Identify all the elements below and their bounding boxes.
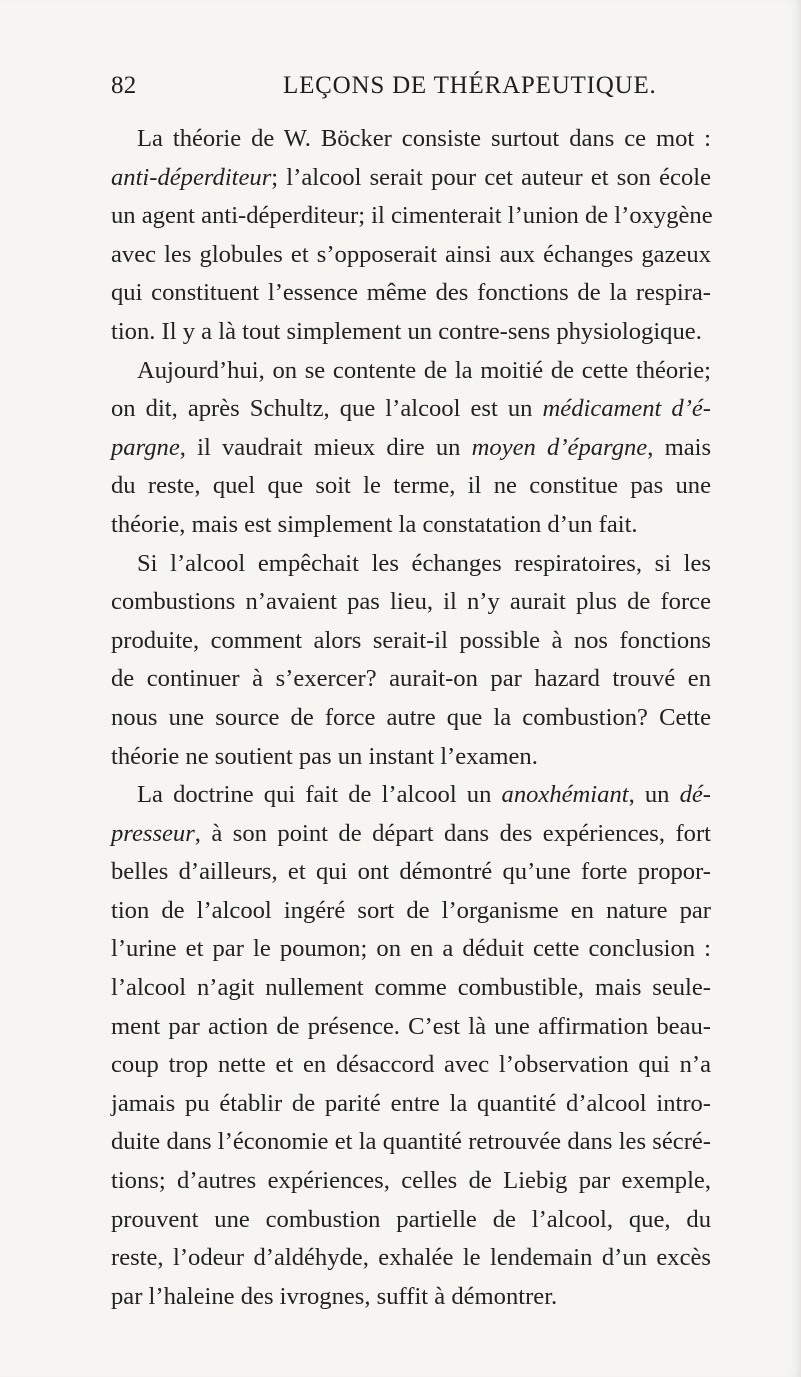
- text-segment: ; l’alcool serait pour cet auteur et son école: [271, 163, 711, 191]
- text-line: [111, 545, 711, 584]
- text-segment: belles d’ailleurs, et qui ont démontré qu’une forte propor-: [111, 858, 711, 886]
- text-line: [111, 776, 711, 815]
- text-line: [111, 583, 711, 622]
- text-line: [111, 506, 711, 545]
- text-segment: La théorie de W. Böcker consiste surtout dans ce mot :: [137, 125, 711, 152]
- text-line: [111, 313, 711, 352]
- text-segment: avec les globules et s’opposerait ainsi aux échanges gazeux: [111, 240, 711, 268]
- text-line: [111, 699, 711, 738]
- text-segment: tion. Il y a là tout simplement un contre-sens physiologique.: [111, 317, 702, 345]
- text-line: [111, 930, 711, 969]
- text-segment: jamais pu établir de parité entre la quantité d’alcool intro-: [111, 1089, 711, 1117]
- text-segment: ment par action de présence. C’est là une affirmation beau-: [111, 1012, 711, 1040]
- text-line: [111, 1123, 711, 1162]
- text-segment: du reste, quel que soit le terme, il ne constitue pas une: [111, 472, 711, 500]
- text-segment: de continuer à s’exercer? aurait-on par hazard trouvé en: [111, 665, 711, 693]
- text-line: [111, 390, 711, 429]
- text-segment: qui constituent l’essence même des fonctions de la respira-: [111, 279, 711, 307]
- text-segment: tions; d’autres expériences, celles de Liebig par exemple,: [111, 1167, 711, 1195]
- text-segment: Aujourd’hui, on se contente de la moitié de cette théorie;: [137, 356, 711, 384]
- text-line: [111, 853, 711, 892]
- text-line: [111, 159, 711, 198]
- text-segment: tion de l’alcool ingéré sort de l’organisme en nature par: [111, 896, 711, 924]
- text-segment: reste, l’odeur d’aldéhyde, exhalée le lendemain d’un excès: [111, 1244, 711, 1272]
- italic-term: moyen d’épargne: [471, 433, 648, 461]
- text-segment: prouvent une combustion partielle de l’alcool, que, du: [111, 1205, 711, 1233]
- text-segment: coup trop nette et en désaccord avec l’observation qui n’a: [111, 1051, 711, 1079]
- text-segment: duite dans l’économie et la quantité retrouvée dans les sécré-: [111, 1128, 711, 1156]
- italic-term: médicament d’é-: [542, 395, 711, 423]
- text-line: [111, 1162, 711, 1201]
- text-line: [111, 969, 711, 1008]
- text-segment: un agent anti-déperditeur; il cimenterait l’union de l’oxygène: [111, 202, 713, 230]
- text-line: [111, 622, 711, 661]
- text-segment: théorie ne soutient pas un instant l’examen.: [111, 742, 538, 770]
- text-line: [111, 1201, 711, 1240]
- text-line: [111, 236, 711, 275]
- text-line: [111, 197, 711, 236]
- italic-term: presseur: [111, 819, 195, 847]
- text-segment: , il vaudrait mieux dire un: [179, 433, 472, 461]
- text-segment: , un: [628, 781, 680, 809]
- page-number: 82: [111, 72, 137, 99]
- text-segment: produite, comment alors serait-il possible à nos fonctions: [111, 626, 711, 654]
- text-segment: théorie, mais est simplement la constatation d’un fait.: [111, 510, 638, 538]
- italic-term: anoxhémiant: [501, 781, 629, 809]
- text-segment: on dit, après Schultz, que l’alcool est un: [111, 395, 543, 423]
- text-segment: par l’haleine des ivrognes, suffit à démontrer.: [111, 1282, 558, 1310]
- text-line: [111, 892, 711, 931]
- text-segment: , à son point de départ dans des expériences, fort: [194, 819, 711, 847]
- body-text: [111, 120, 711, 1316]
- text-line: [111, 1008, 711, 1047]
- italic-term: dé-: [679, 781, 711, 809]
- text-line: [111, 660, 711, 699]
- text-segment: , mais: [647, 433, 712, 461]
- text-segment: l’alcool n’agit nullement comme combustible, mais seule-: [111, 974, 711, 1002]
- text-segment: combustions n’avaient pas lieu, il n’y aurait plus de force: [111, 588, 711, 616]
- text-line: [111, 1239, 711, 1278]
- text-line: [111, 352, 711, 391]
- text-segment: l’urine et par le poumon; on en a déduit cette conclusion :: [111, 935, 711, 963]
- text-line: [111, 1278, 711, 1317]
- text-line: [111, 120, 711, 159]
- text-line: [111, 274, 711, 313]
- text-line: [111, 738, 711, 777]
- running-title: LEÇONS DE THÉRAPEUTIQUE.: [283, 72, 657, 99]
- text-line: [111, 467, 711, 506]
- text-segment: La doctrine qui fait de l’alcool un: [137, 781, 502, 809]
- running-head: [111, 72, 711, 110]
- text-line: [111, 1046, 711, 1085]
- italic-term: pargne: [111, 433, 180, 461]
- text-line: [111, 815, 711, 854]
- text-segment: nous une source de force autre que la combustion? Cette: [111, 703, 711, 731]
- text-segment: Si l’alcool empêchait les échanges respiratoires, si les: [137, 549, 711, 577]
- text-line: [111, 429, 711, 468]
- italic-term: anti-déperditeur: [111, 163, 272, 191]
- text-line: [111, 1085, 711, 1124]
